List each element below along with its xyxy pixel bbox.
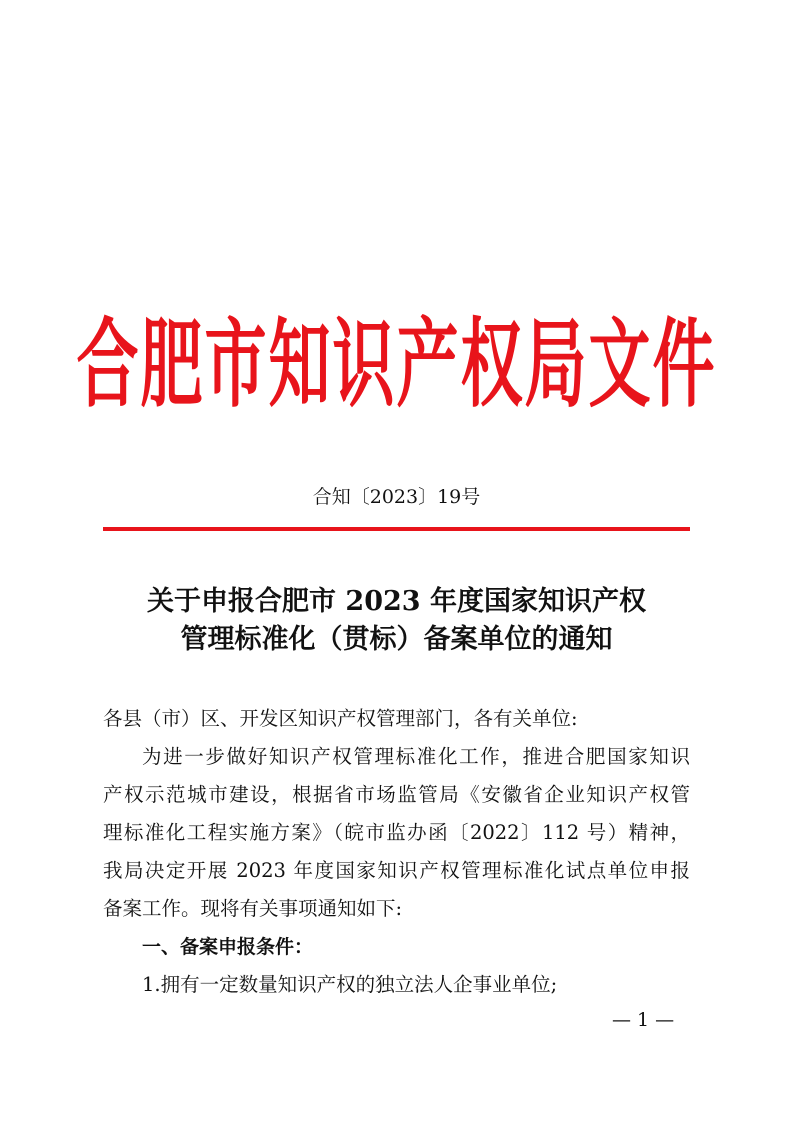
salutation: 各县（市）区、开发区知识产权管理部门，各有关单位: [103,707,578,730]
document-number: 合知〔2023〕19号 [312,486,481,508]
condition-item-1: 1.拥有一定数量知识产权的独立法人企事业单位; [142,973,558,996]
section-heading-1: 一、备案申报条件： [142,936,314,958]
paragraph-line-4: 我局决定开展 2023 年度国家知识产权管理标准化试点单位申报 [103,859,690,882]
masthead-title: 合肥市知识产权局文件 [76,307,717,421]
red-divider-line [103,527,690,531]
notice-title-line-1: 关于申报合肥市 2023 年度国家知识产权 [147,586,646,617]
paragraph-line-5: 备案工作。现将有关事项通知如下: [103,897,403,920]
paragraph-line-3: 理标准化工程实施方案》（皖市监办函〔2022〕112 号）精神， [103,821,690,844]
page-number: — 1 — [612,1009,675,1031]
paragraph-line-2: 产权示范城市建设，根据省市场监管局《安徽省企业知识产权管 [103,783,690,806]
notice-title-line-2: 管理标准化（贯标）备案单位的通知 [180,624,613,655]
paragraph-line-1: 为进一步做好知识产权管理标准化工作，推进合肥国家知识 [142,745,690,768]
